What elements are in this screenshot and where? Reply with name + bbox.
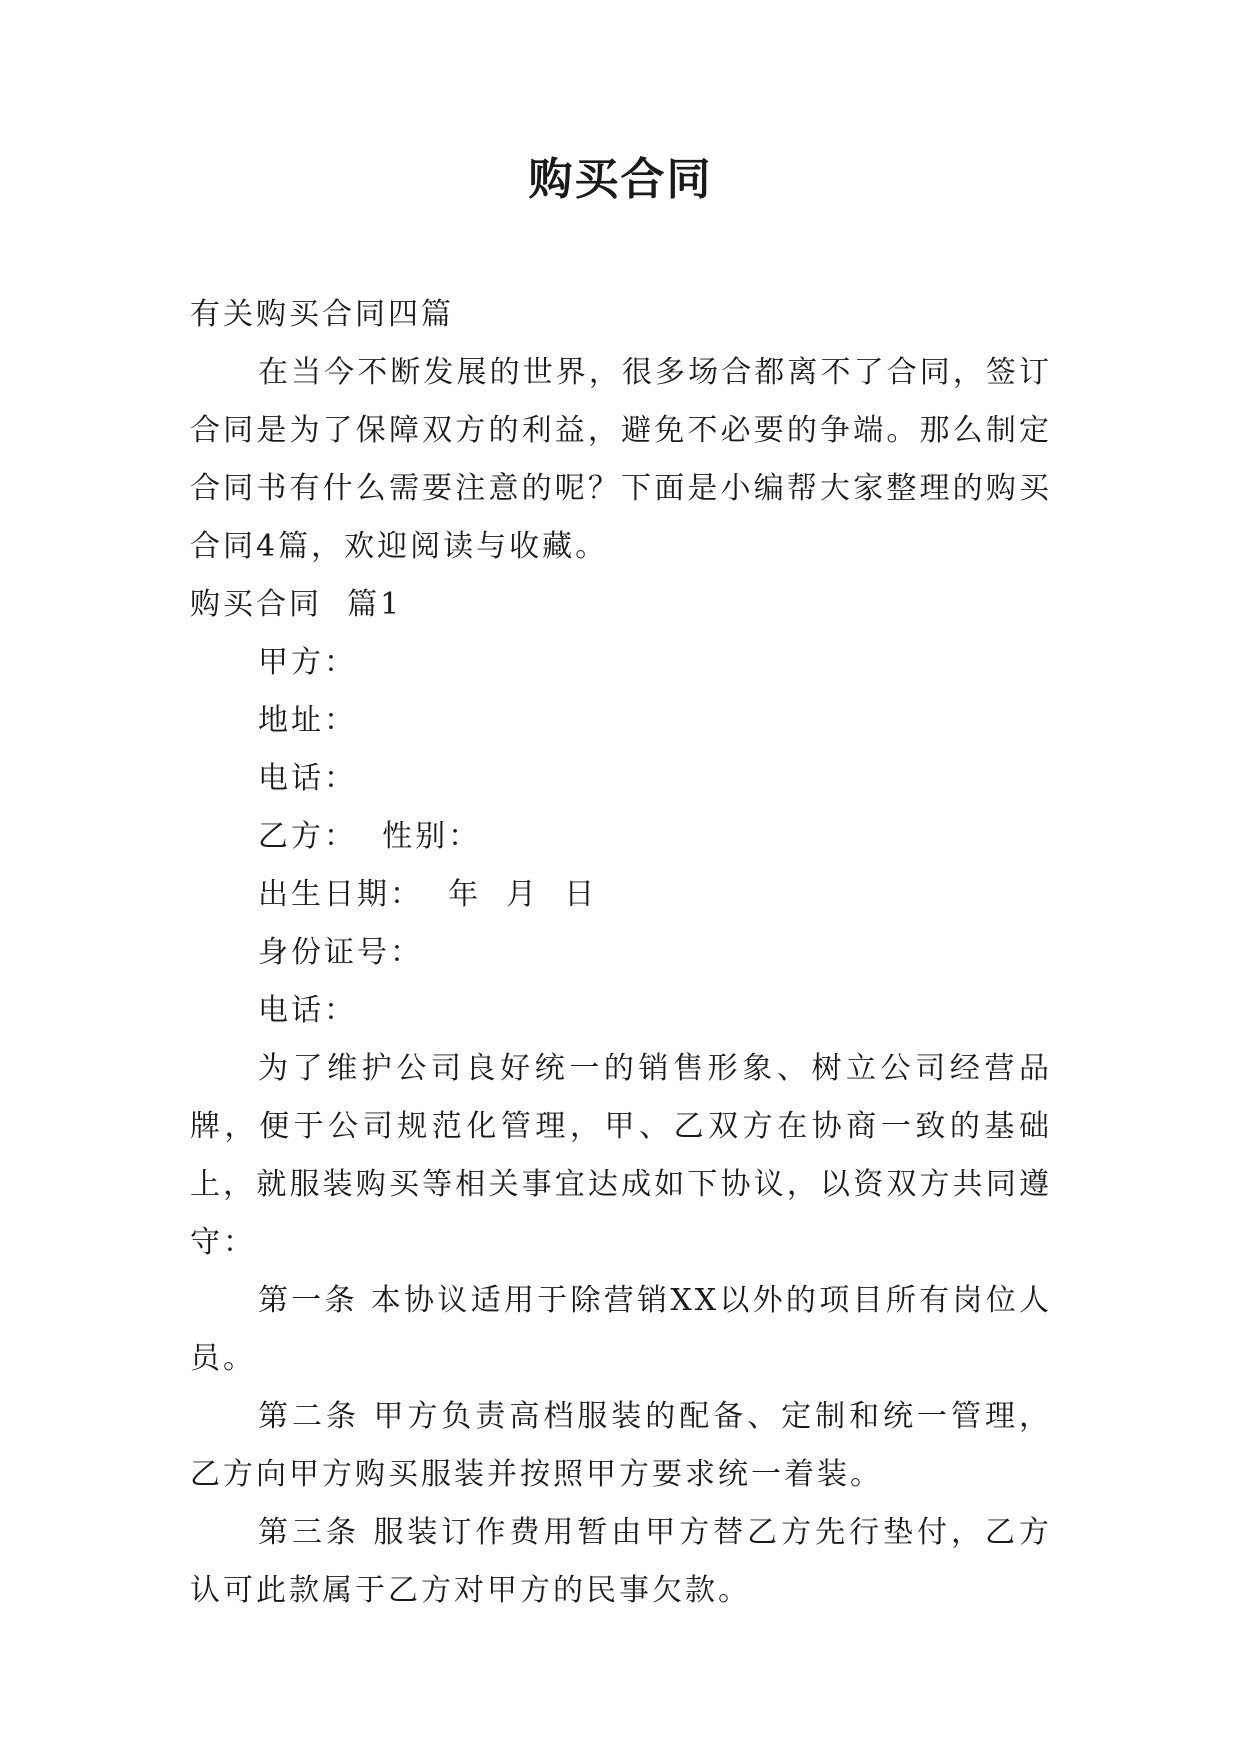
section-heading: 购买合同 篇1 <box>190 587 403 622</box>
intro-paragraph: 在当今不断发展的世界，很多场合都离不了合同，签订合同是为了保障双方的利益，避免不必要的争端。那么制定合同书有什么需要注意的呢？下面是小编帮大家整理的购买合同4篇，欢迎阅读与收藏。 <box>190 355 1052 564</box>
field-phone-b: 电话： <box>258 993 357 1028</box>
field-birth-date: 出生日期： 年 月 日 <box>258 877 598 912</box>
document-subtitle: 有关购买合同四篇 <box>190 297 454 332</box>
document-body <box>190 286 1052 1620</box>
article-3: 第三条 服装订作费用暂由甲方替乙方先行垫付，乙方认可此款属于乙方对甲方的民事欠款。 <box>190 1515 1052 1608</box>
field-party-b: 乙方： 性别： <box>258 819 482 854</box>
field-address: 地址： <box>258 703 357 738</box>
document-title: 购买合同 <box>528 154 713 205</box>
article-2: 第二条 甲方负责高档服装的配备、定制和统一管理，乙方向甲方购买服装并按照甲方要求统一着装。 <box>190 1399 1052 1492</box>
preamble-paragraph: 为了维护公司良好统一的销售形象、树立公司经营品牌，便于公司规范化管理，甲、乙双方在协商一致的基础上，就服装购买等相关事宜达成如下协议，以资双方共同遵守： <box>190 1051 1052 1260</box>
article-1: 第一条 本协议适用于除营销XX以外的项目所有岗位人员。 <box>190 1283 1052 1376</box>
field-phone-a: 电话： <box>258 761 357 796</box>
field-id-number: 身份证号： <box>258 935 423 970</box>
field-party-a: 甲方： <box>258 645 357 680</box>
